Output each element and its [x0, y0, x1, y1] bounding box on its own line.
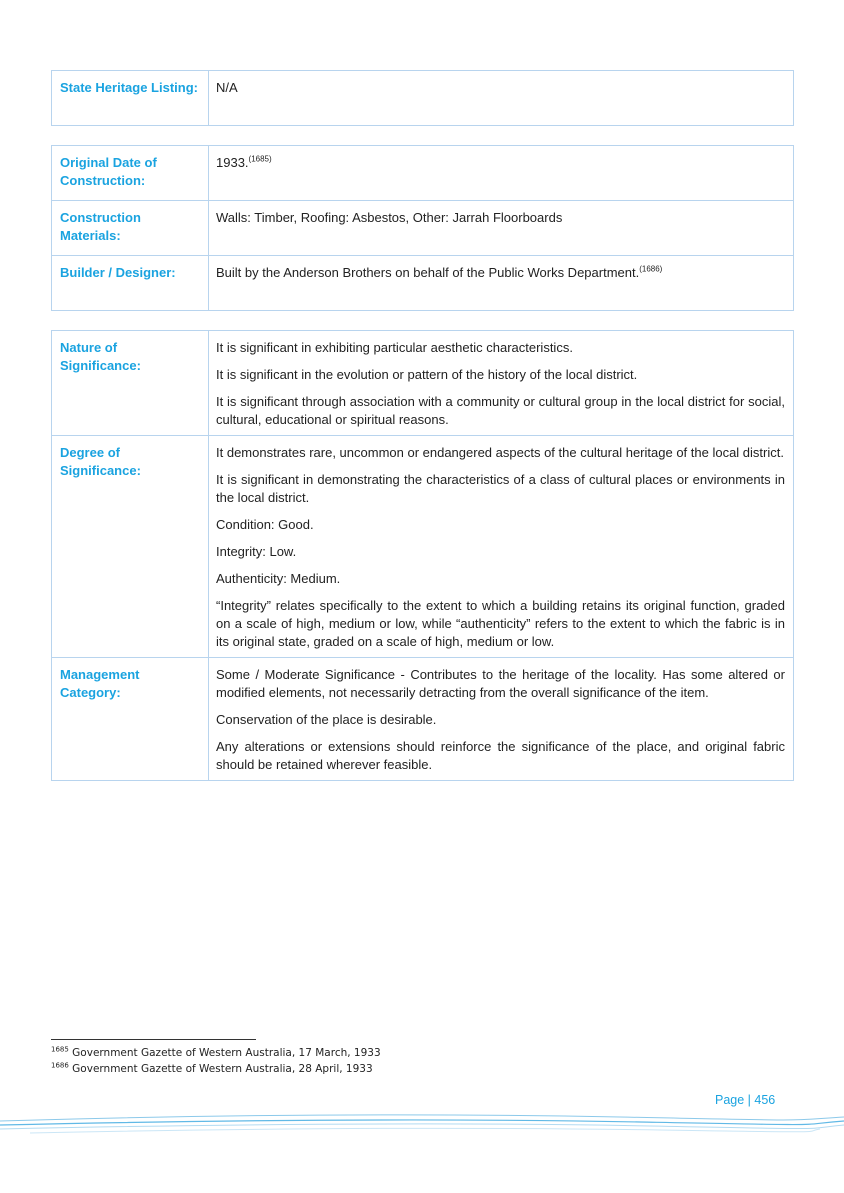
original-date-label: Original Date of Construction: — [52, 146, 209, 201]
footnote-ref-1685[interactable]: (1685) — [248, 154, 272, 164]
nature-of-significance-label: Nature of Significance: — [52, 331, 209, 436]
authenticity-item: Authenticity: Medium. — [216, 571, 341, 586]
condition-item: Condition: Good. — [216, 517, 314, 532]
degree-of-significance-label: Degree of Significance: — [52, 436, 209, 658]
footnote-ref-1686[interactable]: (1686) — [639, 264, 663, 274]
table-row — [52, 146, 794, 201]
nature-item: It is significant in the evolution or pattern of the history of the local district. — [216, 367, 638, 382]
table-row — [52, 436, 794, 658]
builder-designer-label: Builder / Designer: — [52, 256, 209, 311]
nature-of-significance-value — [209, 331, 794, 436]
builder-text: Built by the Anderson Brothers on behalf of the Public Works Department. — [216, 265, 640, 280]
degree-item: It demonstrates rare, uncommon or endangered aspects of the cultural heritage of the local district. — [216, 445, 784, 460]
management-item: Conservation of the place is desirable. — [216, 712, 437, 727]
integrity-item: Integrity: Low. — [216, 544, 297, 559]
footer-waves-decoration — [0, 1105, 844, 1145]
management-category-value — [209, 658, 794, 781]
table-row — [52, 256, 794, 311]
footnote-1686 — [51, 1063, 373, 1075]
management-category-label: Management Category: — [52, 658, 209, 781]
significance-table — [51, 330, 794, 781]
date-text: 1933. — [216, 155, 249, 170]
table-row — [52, 71, 794, 126]
footnote-text: Government Gazette of Western Australia, 28 April, 1933 — [72, 1063, 373, 1075]
construction-table — [51, 145, 794, 311]
footnote-divider — [51, 1039, 256, 1040]
table-row — [52, 201, 794, 256]
footnote-number: 1685 — [51, 1045, 69, 1054]
footnote-text: Government Gazette of Western Australia, 17 March, 1933 — [72, 1047, 381, 1059]
state-heritage-table — [51, 70, 794, 126]
management-item: Some / Moderate Significance - Contributes to the heritage of the locality. Has some altered or modified elements, not necessarily detracting from the overall significance of the item. — [216, 667, 785, 700]
footnote-1685 — [51, 1047, 381, 1059]
construction-materials-label: Construction Materials: — [52, 201, 209, 256]
management-item: Any alterations or extensions should reinforce the significance of the place, and original fabric should be retained wherever feasible. — [216, 739, 785, 772]
nature-item: It is significant in exhibiting particular aesthetic characteristics. — [216, 340, 573, 355]
degree-of-significance-value — [209, 436, 794, 658]
degree-item: It is significant in demonstrating the characteristics of a class of cultural places or environments in the local district. — [216, 472, 785, 505]
nature-item: It is significant through association with a community or cultural group in the local district for social, cultural, educational or spiritual reasons. — [216, 394, 785, 427]
builder-designer-value — [209, 256, 794, 311]
state-heritage-value: N/A — [209, 71, 794, 126]
table-row — [52, 331, 794, 436]
original-date-value — [209, 146, 794, 201]
state-heritage-label: State Heritage Listing: — [52, 71, 209, 126]
construction-materials-value: Walls: Timber, Roofing: Asbestos, Other: Jarrah Floorboards — [209, 201, 794, 256]
page-number: Page | 456 — [715, 1093, 776, 1107]
footnote-number: 1686 — [51, 1061, 69, 1070]
degree-note: “Integrity” relates specifically to the extent to which a building retains its original function, graded on a scale of high, medium or low, while “authenticity” refers to the extent to which the fabric is in its original state, graded on a scale of high, medium or low. — [216, 598, 785, 649]
table-row — [52, 658, 794, 781]
